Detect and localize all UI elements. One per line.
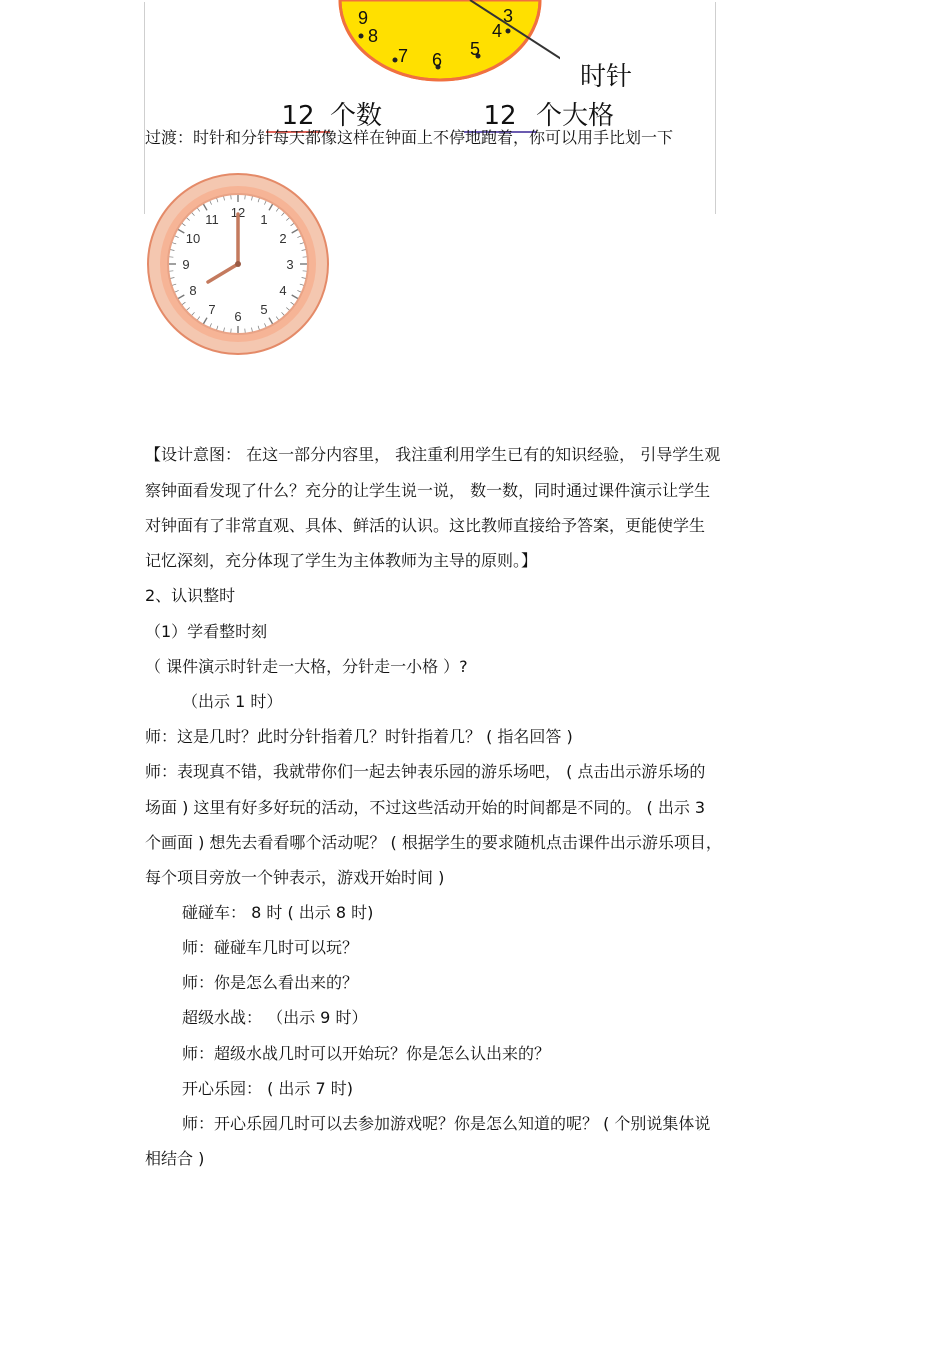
- paragraph-line: 场面 ) 这里有好多好玩的活动，不过这些活动开始的时间都是不同的。 ( 出示 3: [145, 798, 706, 817]
- activity-line: 碰碰车： 8 时 ( 出示 8 时): [182, 903, 374, 922]
- demo-text: （ 课件演示时针走一大格，分针走一小格 ）?: [145, 657, 468, 676]
- design-intent-line: 记忆深刻，充分体现了学生为主体教师为主导的原则。】: [145, 551, 538, 570]
- activity-line: 师：你是怎么看出来的？: [182, 973, 359, 992]
- clock-number: 7: [398, 46, 409, 66]
- clock-number: 10: [185, 231, 201, 246]
- subsection-heading: （1）学看整时刻: [145, 622, 268, 641]
- activity-line: 师：碰碰车几时可以玩？: [182, 938, 359, 957]
- design-intent-line: 对钟面有了非常直观、具体、鲜活的认识。这比教师直接给予答案，更能使学生: [145, 516, 706, 535]
- clock-number: 3: [286, 257, 294, 272]
- clock-number: 9: [182, 257, 190, 272]
- transition-text: 过渡：时针和分针每天都像这样在钟面上不停地跑着，你可以用手比划一下: [145, 128, 674, 147]
- top-clock-illustration: [320, 0, 560, 90]
- count-big-divisions-value: 12: [464, 101, 536, 133]
- clock-number: 2: [279, 231, 287, 246]
- count-numbers-label: 个数: [330, 101, 383, 131]
- paragraph-line: 每个项目旁放一个钟表示，游戏开始时间 ): [145, 868, 445, 887]
- design-intent-line: 察钟面看发现了什么？充分的让学生说一说， 数一数，同时通过课件演示让学生: [145, 481, 711, 500]
- activity-line: 师：开心乐园几时可以去参加游戏呢？你是怎么知道的呢？ ( 个别说集体说: [182, 1114, 711, 1133]
- activity-line: 开心乐园： ( 出示 7 时): [182, 1079, 354, 1098]
- clock-number: 4: [279, 283, 287, 298]
- section-heading: 2、认识整时: [145, 586, 236, 605]
- clock-number: 7: [208, 302, 216, 318]
- count-numbers-value: 12: [266, 101, 330, 133]
- activity-line: 超级水战： （出示 9 时）: [182, 1008, 368, 1027]
- activity-line: 师：超级水战几时可以开始玩？你是怎么认出来的？: [182, 1044, 551, 1063]
- design-intent-line: 【设计意图： 在这一部分内容里， 我注重利用学生已有的知识经验， 引导学生观: [145, 445, 721, 464]
- count-big-divisions-label: 个大格: [536, 101, 615, 131]
- question-text: 师：这是几时？此时分针指着几？时针指着几？ ( 指名回答 ): [145, 727, 573, 746]
- frame-right-line: [715, 2, 716, 214]
- clock-8-oclock: [145, 172, 331, 356]
- closing-line: 相结合 ): [145, 1149, 205, 1168]
- clock-number: 9: [358, 8, 369, 28]
- clock-number: 12: [230, 205, 246, 220]
- clock-number: 3: [503, 6, 514, 26]
- clock-number: 5: [260, 302, 268, 318]
- clock-number: 8: [189, 283, 197, 298]
- paragraph-line: 个画面 ) 想先去看看哪个活动呢？ ( 根据学生的要求随机点击课件出示游乐项目，: [145, 833, 722, 852]
- clock-number: 11: [205, 211, 219, 227]
- clock-number: 6: [432, 50, 443, 70]
- clock-number: 6: [234, 309, 242, 324]
- clock-number: 4: [492, 21, 503, 41]
- hour-hand-label: 时针: [580, 62, 633, 92]
- clock-number: 1: [260, 211, 268, 227]
- clock-number: 5: [470, 39, 481, 59]
- show-1-text: （出示 1 时）: [182, 692, 283, 711]
- paragraph-line: 师：表现真不错，我就带你们一起去钟表乐园的游乐场吧， ( 点击出示游乐场的: [145, 762, 706, 781]
- clock-number: 8: [368, 26, 379, 46]
